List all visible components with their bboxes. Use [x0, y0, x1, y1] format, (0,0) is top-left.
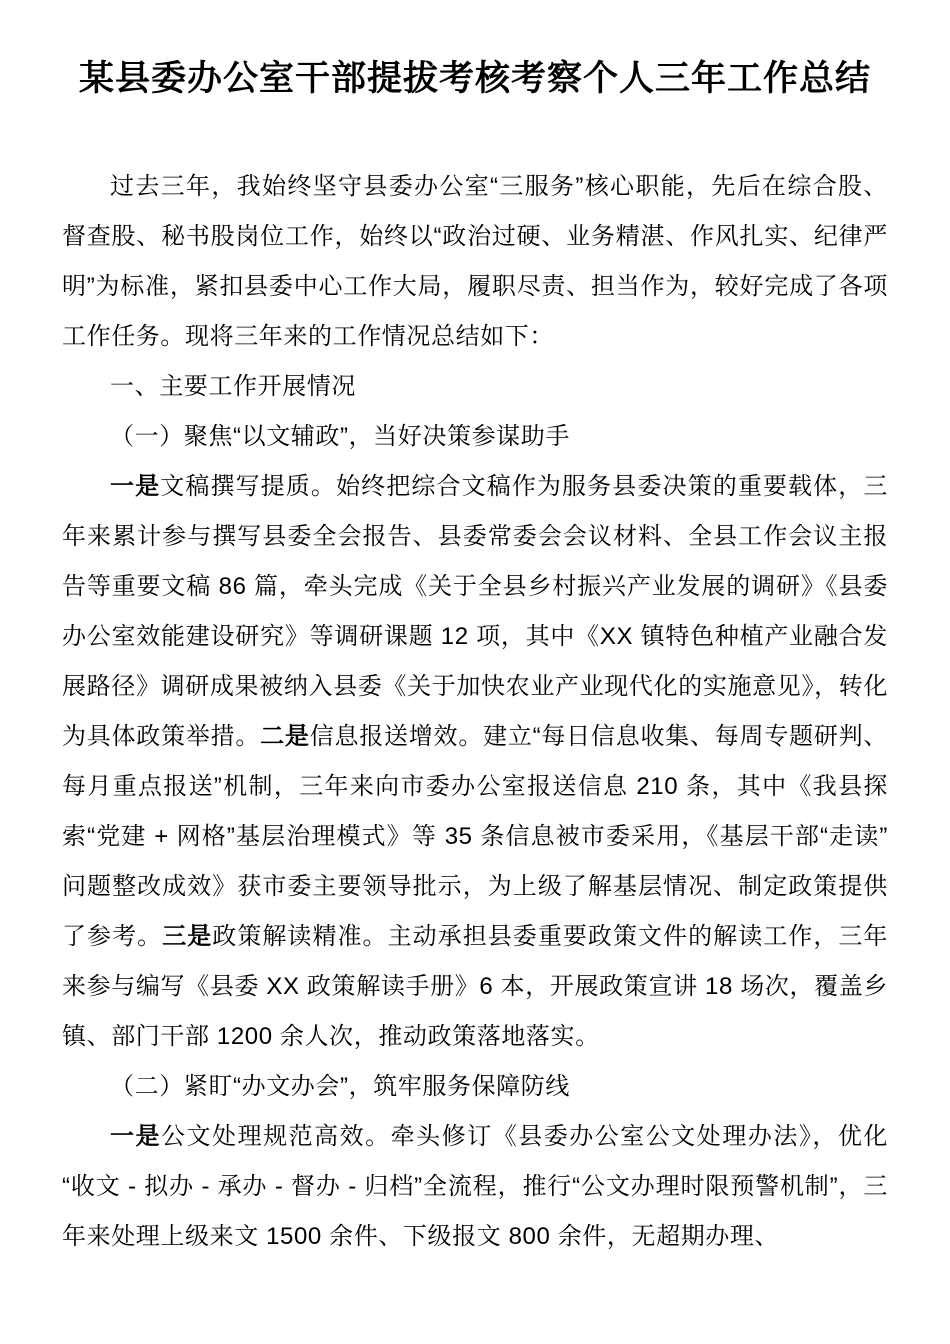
text-run: 文稿撰写提质。始终把综合文稿作为服务县委决策的重要载体，三年来累计参与撰写县委全会报告、县委常委会会议材料、全县工作会议主报告等重要文稿 86 篇，牵头完成《关于全县乡村振兴产业发展的调研》《县委办公室效能建设研究》等调研课题 12 项，其中《XX 镇特色种植产业融合发展路径》调研成果被纳入县委《关于加快农业产业现代化的实施意见》，转化为具体政策举措。: [62, 473, 888, 750]
section-heading: [62, 1062, 888, 1112]
bold-text-run: 二是: [260, 723, 310, 750]
bold-text-run: 一是: [110, 1123, 162, 1150]
paragraph: [62, 1112, 888, 1262]
document-title: 某县委办公室干部提拔考核考察个人三年工作总结: [78, 59, 871, 98]
bold-text-run: 三是: [162, 923, 213, 950]
text-run: 过去三年，我始终坚守县委办公室“三服务”核心职能，先后在综合股、督查股、秘书股岗位工作，始终以“政治过硬、业务精湛、作风扎实、纪律严明”为标准，紧扣县委中心工作大局，履职尽责、担当作为，较好完成了各项工作任务。现将三年来的工作情况总结如下：: [62, 173, 888, 350]
document-body: [62, 162, 888, 1262]
section-heading: [62, 412, 888, 462]
text-run: 政策解读精准。主动承担县委重要政策文件的解读工作，三年来参与编写《县委 XX 政策解读手册》6 本，开展政策宣讲 18 场次，覆盖乡镇、部门干部 1200 余人次，推动政策落地落实。: [62, 923, 889, 1050]
text-run: （一）聚焦“以文辅政”，当好决策参谋助手: [110, 423, 570, 450]
text-run: （二）紧盯“办文办会”，筑牢服务保障防线: [110, 1073, 570, 1100]
paragraph: [62, 162, 888, 362]
text-run: 信息报送增效。建立“每日信息收集、每周专题研判、每月重点报送”机制，三年来向市委办公室报送信息 210 条，其中《我县探索“党建 + 网格”基层治理模式》等 35 条信息被市委采用，《基层干部“走读”问题整改成效》获市委主要领导批示，为上级了解基层情况、制定政策提供了参考。: [62, 723, 888, 950]
bold-text-run: 一是: [110, 473, 161, 500]
text-run: 公文处理规范高效。牵头修订《县委办公室公文处理办法》，优化“收文 - 拟办 - 承办 - 督办 - 归档”全流程，推行“公文办理时限预警机制”，三年来处理上级来文 1500 余件、下级报文 800 余件，无超期办理、: [62, 1123, 888, 1250]
section-heading: [62, 362, 888, 412]
text-run: 一、主要工作开展情况: [110, 373, 356, 400]
paragraph: [62, 462, 888, 1062]
